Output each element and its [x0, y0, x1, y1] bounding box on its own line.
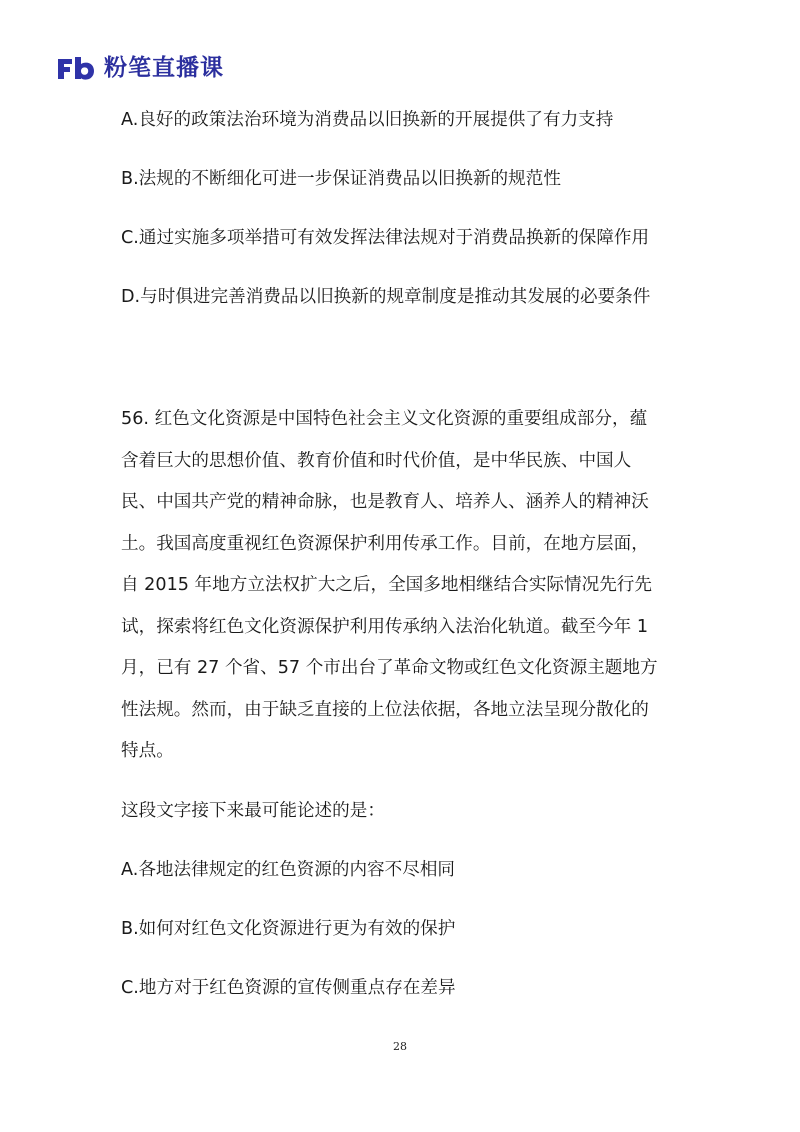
option-c: C.地方对于红色资源的宣传侧重点存在差异	[121, 977, 456, 998]
passage-line: 自 2015 年地方立法权扩大之后，全国多地相继结合实际情况先行先	[121, 575, 652, 595]
brand-name: 粉笔直播课	[104, 55, 224, 81]
prev-option-c: C.通过实施多项举措可有效发挥法律法规对于消费品换新的保障作用	[121, 228, 650, 248]
question-prompt: 这段文字接下来最可能论述的是：	[121, 800, 385, 821]
passage-line: 土。我国高度重视红色资源保护利用传承工作。目前，在地方层面，	[121, 533, 649, 554]
prev-option-b: B.法规的不断细化可进一步保证消费品以旧换新的规范性	[121, 169, 561, 189]
option-a: A.各地法律规定的红色资源的内容不尽相同	[121, 859, 456, 880]
passage-line: 月，已有 27 个省、57 个市出台了革命文物或红色文化资源主题地方	[121, 658, 658, 678]
passage-line: 特点。	[121, 741, 174, 761]
fb-logo-icon	[56, 55, 96, 81]
prev-option-a: A.良好的政策法治环境为消费品以旧换新的开展提供了有力支持	[121, 110, 614, 130]
document-body	[121, 100, 681, 1008]
page-header	[56, 52, 224, 84]
passage-line: 民、中国共产党的精神命脉，也是教育人、培养人、涵养人的精神沃	[121, 492, 649, 512]
passage-line: 试，探索将红色文化资源保护利用传承纳入法治化轨道。截至今年 1	[121, 616, 649, 637]
question-passage	[121, 399, 681, 773]
passage-line: 性法规。然而，由于缺乏直接的上位法依据，各地立法呈现分散化的	[121, 699, 649, 720]
prev-option-d: D.与时俱进完善消费品以旧换新的规章制度是推动其发展的必要条件	[121, 287, 651, 307]
passage-line: 56. 红色文化资源是中国特色社会主义文化资源的重要组成部分，蕴	[121, 409, 648, 429]
passage-line: 含着巨大的思想价值、教育价值和时代价值，是中华民族、中国人	[121, 450, 632, 471]
option-b: B.如何对红色文化资源进行更为有效的保护	[121, 918, 456, 939]
page-number: 28	[393, 1040, 407, 1053]
